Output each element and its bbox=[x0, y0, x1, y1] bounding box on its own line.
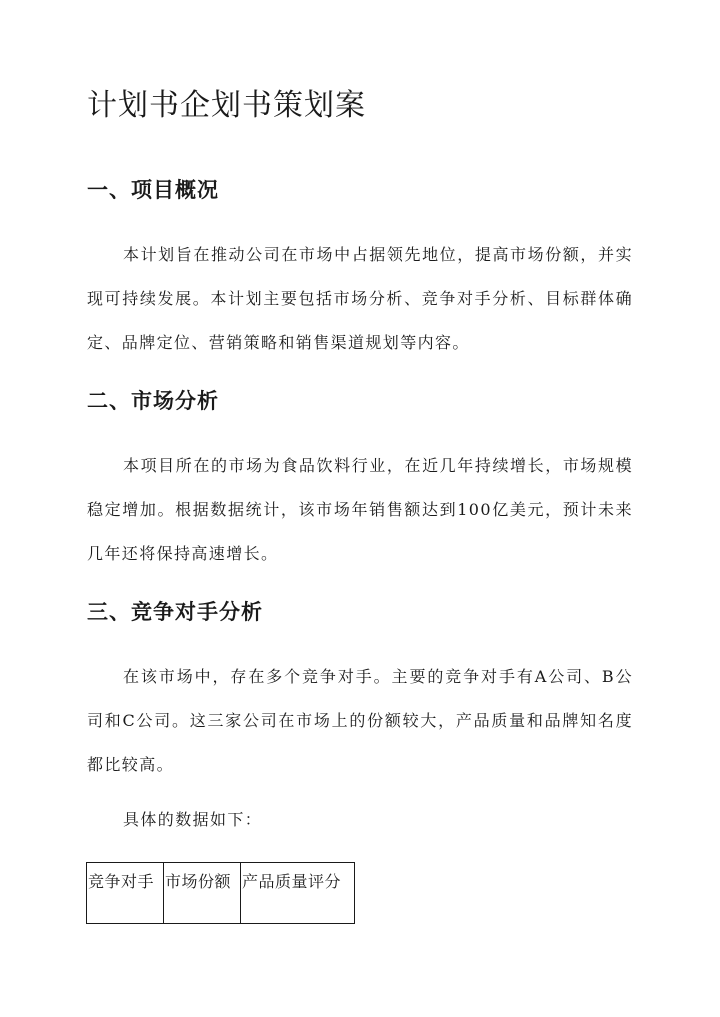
paragraph-data-intro: 具体的数据如下： bbox=[123, 810, 263, 829]
section-heading-competitor-analysis: 三、竞争对手分析 bbox=[87, 599, 263, 624]
table-header-market-share: 市场份额 bbox=[164, 863, 241, 924]
competitor-data-table bbox=[86, 862, 355, 924]
section-heading-overview: 一、项目概况 bbox=[87, 177, 219, 202]
table-header-quality-score: 产品质量评分 bbox=[241, 863, 355, 924]
section-heading-market-analysis: 二、市场分析 bbox=[87, 388, 219, 413]
table-header-row bbox=[87, 863, 355, 924]
document-title: 计划书企划书策划案 bbox=[87, 88, 366, 123]
table-header-competitor: 竞争对手 bbox=[87, 863, 164, 924]
paragraph-competitor-analysis: 在该市场中，存在多个竞争对手。主要的竞争对手有A公司、B公司和C公司。这三家公司在市场上的份额较大，产品质量和品牌知名度都比较高。 bbox=[87, 667, 633, 774]
paragraph-overview: 本计划旨在推动公司在市场中占据领先地位，提高市场份额，并实现可持续发展。本计划主要包括市场分析、竞争对手分析、目标群体确定、品牌定位、营销策略和销售渠道规划等内容。 bbox=[87, 245, 633, 352]
paragraph-market-analysis: 本项目所在的市场为食品饮料行业，在近几年持续增长，市场规模稳定增加。根据数据统计，该市场年销售额达到100亿美元，预计未来几年还将保持高速增长。 bbox=[87, 456, 633, 563]
